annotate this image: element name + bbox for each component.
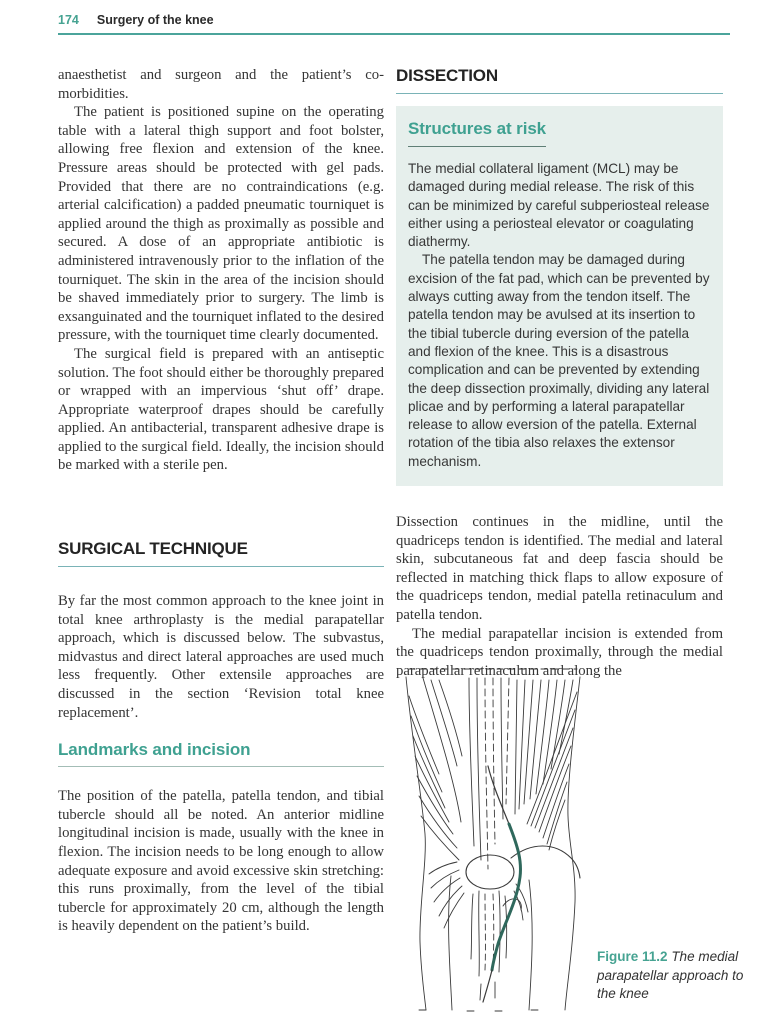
figure-caption — [597, 948, 745, 1004]
page-header — [58, 13, 730, 35]
paragraph-incision: The medial parapatellar incision is extended from the quadriceps tendon proximally, through the medial parapatellar retinaculum and along the — [396, 625, 723, 679]
page-number: 174 — [58, 13, 79, 27]
right-column — [396, 66, 723, 680]
paragraph-positioning: The patient is positioned supine on the operating table with a lateral thigh support and foot bolster, allowing free flexion and extension of the knee. Pressure areas should be protected with gel pads. Provided that there are no contraindications (e.g. arterial calcification) a padded pneumatic tourniquet is applied around the thigh as proximally as possible and secured. A dose of an appropriate antibiotic is administered intravenously prior to the inflation of the tourniquet. The skin in the area of the incision should be shaved immediately prior to surgery. The limb is exsanguinated and the tourniquet inflated to the desired pressure, with the tourniquet time clearly documented. — [58, 104, 384, 344]
heading-dissection: DISSECTION — [396, 66, 723, 94]
figure-11-2-illustration — [399, 664, 587, 1016]
figure-label: Figure 11.2 — [597, 949, 668, 964]
heading-structures-at-risk: Structures at risk — [408, 119, 546, 147]
incision-lower-segment — [483, 970, 492, 1002]
paragraph-approach: By far the most common approach to the knee joint in total knee arthroplasty is the medial parapatellar approach, which is discussed below. The subvastus, midvastus and direct lateral approaches are used much less frequently. Other extensile approaches are discussed in the section ‘Revision total knee replacement’. — [58, 593, 384, 721]
figure-caption-text: The medial parapatellar approach to the knee — [597, 949, 744, 1001]
running-title: Surgery of the knee — [96, 13, 214, 27]
risk-box-paragraph-2: The patella tendon may be damaged during excision of the fat pad, which can be prevented by always cutting away from the tendon itself. The patella tendon may be avulsed at its insertion to the tibial tubercle during eversion of the patella and flexion of the knee. This is a disastrous complication and can be prevented by extending the deep dissection proximally, dividing any lateral plicae and by performing a lateral parapatellar release to allow eversion of the patella. External rotation of the tibia also relaxes the extensor mechanism. — [408, 252, 710, 469]
paragraph-surgical-field: The surgical field is prepared with an antiseptic solution. The foot should either be thoroughly prepared or wrapped with an impervious ‘shut off’ drape. Appropriate waterproof drapes should be carefully applied. An antibacterial, transparent adhesive drape is applied to the surgical field. Ideally, the incision should be marked with a sterile pen. — [58, 345, 384, 474]
knee-drawing-svg — [399, 664, 587, 1016]
paragraph-landmarks: The position of the patella, patella tendon, and tibial tubercle should all be noted. An anterior midline longitudinal incision is made, usually with the knee in flexion. The incision needs to be long enough to allow adequate exposure and avoid excessive skin stretching: this runs proximally, from the level of the tibial tubercle for approximately 20 cm, although the length is heavily dependent on the patient’s build. — [58, 788, 384, 935]
risk-box-paragraph-1: The medial collateral ligament (MCL) may be damaged during medial release. The risk of this can be minimized by careful subperiosteal release either using a periosteal elevator or coagulating diathermy. — [408, 161, 710, 250]
paragraph-continuation: anaesthetist and surgeon and the patient’s co-morbidities. — [58, 67, 384, 102]
heading-landmarks-and-incision: Landmarks and incision — [58, 740, 384, 767]
structures-at-risk-box — [396, 106, 723, 486]
paragraph-dissection: Dissection continues in the midline, until the quadriceps tendon is identified. The medial and lateral skin, subcutaneous fat and deep fascia should be reflected in matching thick flaps to allow exposure of the quadriceps tendon, medial patella retinaculum and patella tendon. — [396, 514, 723, 624]
heading-surgical-technique: SURGICAL TECHNIQUE — [58, 539, 384, 567]
left-column — [58, 66, 384, 936]
